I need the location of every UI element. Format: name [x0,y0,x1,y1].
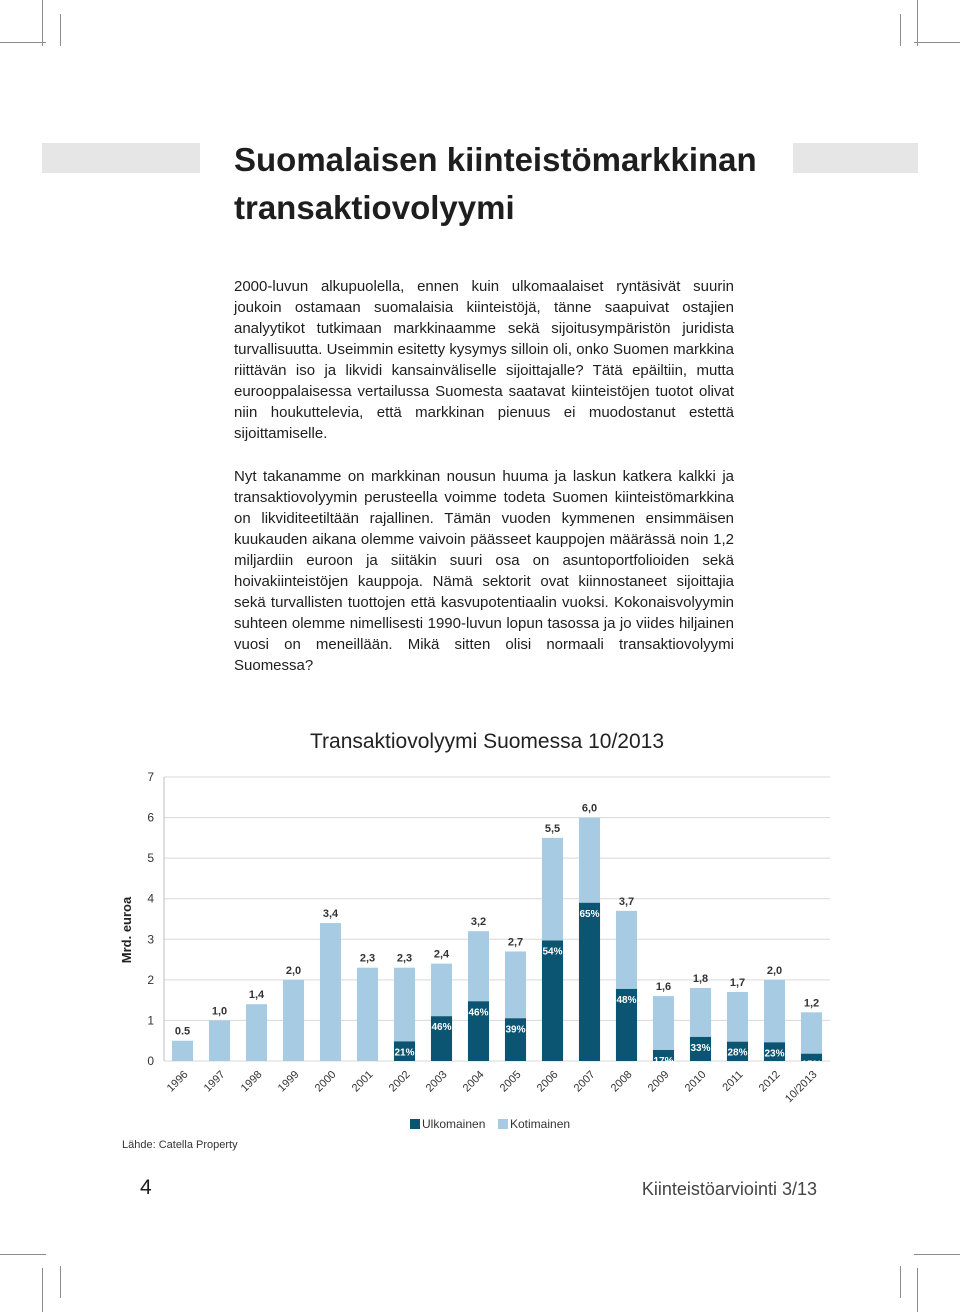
bar-value-label: 2,7 [507,936,524,949]
bar-kotimainen [172,1041,193,1061]
bar-value-label: 3,2 [470,916,487,929]
x-tick-label: 1997 [201,1068,228,1095]
x-tick-label: 10/2013 [783,1068,820,1106]
legend-label-kotimainen: Kotimainen [510,1117,571,1131]
bar-ulkomainen [542,941,563,1061]
y-tick-label: 1 [147,1013,154,1028]
title-bar-left [42,143,200,173]
x-tick-label: 2007 [571,1068,598,1095]
bar-value-label: 3,4 [322,908,339,921]
body-paragraph: 2000-luvun alkupuolella, ennen kuin ulkomaalaiset ryntäsivät suurin joukoin ostamaan suomalaisia kiinteistöjä, tänne saapuivat ostajien analyytikot tutkimaan markkinaamme sekä sijoitusympäristön juridista turvallisuutta. Useimmin esitetty kysymys silloin oli, onko Suomen markkina riittävän iso ja likvidi kansainväliselle sijoittajalle? Tätä epäiltiin, mutta eurooppalaisessa vertailussa Suomesta saatavat kiinteistöjen tuotot olivat niin houkuttelevia, että markkinan pienuus ei muodostanut estettä sijoittamiselle. [234,278,734,442]
bar-value-label: 2,3 [396,952,413,965]
bar-value-label: 6,0 [581,802,598,815]
x-tick-label: 2000 [312,1068,339,1095]
bar-kotimainen [542,838,563,941]
bar-kotimainen [616,911,637,989]
crop-mark [917,0,918,46]
article-title: Suomalaisen kiinteistömarkkinan transaktiovolyymi [234,141,757,226]
bar-value-label: 1,7 [729,977,746,990]
crop-mark [900,1266,901,1298]
bar-value-label: 5,5 [544,822,561,835]
x-tick-label: 2006 [534,1068,561,1095]
crop-mark [900,14,901,46]
bar-value-label: 1,2 [803,997,820,1010]
x-tick-label: 2002 [386,1068,413,1095]
x-tick-label: 2012 [756,1068,783,1095]
x-tick-label: 2011 [720,1068,746,1094]
bar-kotimainen [764,980,785,1042]
body-paragraph: Nyt takanamme on markkinan nousun huuma ja laskun katkera kalkki ja transaktiovolyymin perusteella voimme todeta Suomen kiinteistömarkkina on likviditeetiltään rajallinen. Tämän vuoden kymmenen ensimmäisen kuukauden aikana olemme vaivoin päässeet kauppojen määrässä noin 1,2 miljardiin euroon ja siitäkin suuri osa on asuntoportfolioiden sekä hoivakiinteistöjen kauppoja. Nämä sektorit ovat kiinnostaneet sijoittajia sekä turvallisten tuottojen että kasvupotentiaalin vuoksi. Kokonaisvolyymin suhteen olemme nimellisesti 1990-luvun lopun tasossa ja jo viides hiljainen vuosi on meneillään. Mikä sitten olisi normaali transaktiovolyymi Suomessa? [234,468,734,674]
share-label: 65% [579,908,600,920]
bar-value-label: 2,0 [285,964,302,977]
share-label: 15% [801,1059,822,1071]
bar-value-label: 0.5 [174,1025,191,1038]
y-tick-label: 2 [147,972,154,987]
share-label: 28% [727,1047,748,1059]
y-tick-label: 7 [147,770,154,784]
bar-kotimainen [283,980,304,1061]
bar-kotimainen [653,996,674,1050]
y-tick-label: 4 [147,891,154,906]
bar-kotimainen [246,1004,267,1061]
bar-value-label: 1,8 [692,972,709,985]
transaction-volume-chart [100,715,860,1135]
x-tick-label: 2004 [460,1068,487,1095]
bar-kotimainen [690,988,711,1037]
x-tick-label: 2005 [497,1068,524,1095]
y-tick-label: 3 [147,932,154,947]
share-label: 17% [653,1055,674,1067]
share-label: 46% [468,1007,489,1019]
y-tick-label: 0 [147,1054,154,1068]
crop-mark [60,14,61,46]
bar-kotimainen [357,968,378,1061]
bar-value-label: 3,7 [618,895,635,908]
share-label: 33% [690,1042,711,1054]
share-label: 39% [505,1024,526,1036]
bar-kotimainen [579,818,600,903]
x-tick-label: 2010 [682,1068,709,1095]
title-bar-right [793,143,918,173]
x-tick-label: 2009 [645,1068,672,1095]
x-tick-label: 2003 [423,1068,450,1095]
x-tick-label: 1999 [275,1068,302,1095]
bar-value-label: 2,0 [766,964,783,977]
chart-title: Transaktiovolyymi Suomessa 10/2013 [309,730,665,753]
share-label: 48% [616,994,637,1006]
bar-value-label: 1,0 [211,1005,228,1018]
bar-kotimainen [468,931,489,1001]
y-axis-label: Mrd. euroa [119,896,134,964]
y-tick-label: 5 [147,851,154,866]
bar-value-label: 2,3 [359,952,376,965]
bar-value-label: 1,4 [248,989,265,1002]
bar-kotimainen [209,1020,230,1061]
x-tick-label: 2001 [349,1068,376,1095]
legend-swatch-ulkomainen [410,1119,420,1129]
bar-value-label: 2,4 [433,948,450,961]
crop-mark [0,1254,46,1255]
chart-legend [410,1117,570,1131]
bar-kotimainen [431,964,452,1017]
crop-mark [42,1268,43,1312]
bar-kotimainen [320,923,341,1061]
crop-mark [60,1266,61,1298]
x-tick-label: 1998 [238,1068,265,1095]
legend-swatch-kotimainen [498,1119,508,1129]
share-label: 23% [764,1048,785,1060]
page-number: 4 [140,1176,152,1199]
x-tick-label: 1996 [164,1068,191,1095]
crop-mark [42,0,43,46]
bar-kotimainen [727,992,748,1042]
bar-value-label: 1,6 [655,981,672,994]
share-label: 21% [394,1047,415,1059]
chart-source: Lähde: Catella Property [122,1139,238,1151]
share-label: 54% [542,946,563,958]
y-tick-label: 6 [147,810,154,825]
bar-kotimainen [801,1012,822,1053]
crop-mark [0,42,46,43]
crop-mark [914,1254,960,1255]
crop-mark [917,1268,918,1312]
crop-mark [914,42,960,43]
bar-kotimainen [505,951,526,1018]
x-tick-label: 2008 [608,1068,635,1095]
share-label: 46% [431,1022,452,1034]
bar-kotimainen [394,968,415,1042]
bar-ulkomainen [579,903,600,1061]
publication-name: Kiinteistöarviointi 3/13 [641,1179,817,1199]
legend-label-ulkomainen: Ulkomainen [422,1117,486,1131]
